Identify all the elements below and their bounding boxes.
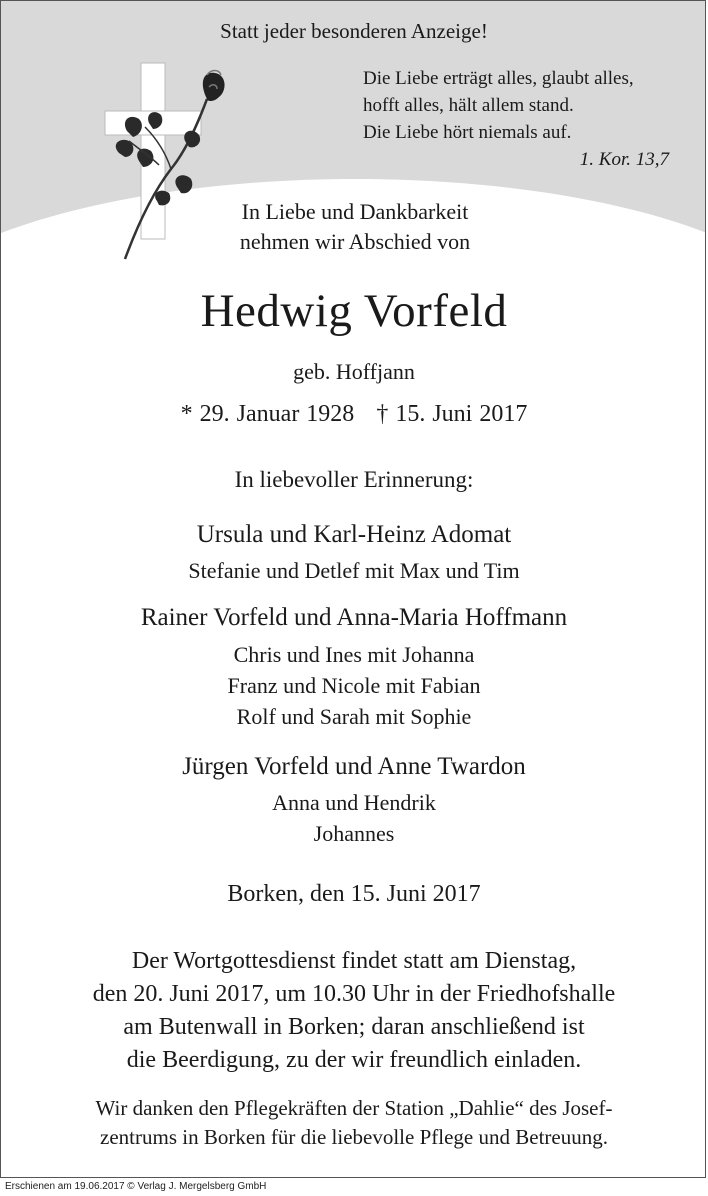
family-main-name: Ursula und Karl-Heinz Adomat — [196, 521, 512, 548]
family-member-line: Anna und Hendrik — [272, 790, 436, 815]
family-main-name: Jürgen Vorfeld und Anne Twardon — [182, 753, 526, 780]
family-member-line: Stefanie und Detlef mit Max und Tim — [188, 558, 520, 583]
life-dates — [1, 401, 706, 428]
bible-quote — [363, 65, 634, 146]
family-member-line: Johannes — [313, 821, 395, 846]
header-title: Statt jeder besonderen Anzeige! — [220, 19, 488, 43]
thanks-line: zentrums in Borken für die liebevolle Pflege und Betreuung. — [100, 1125, 608, 1149]
quote-line: hofft alles, hält allem stand. — [363, 95, 574, 116]
maiden-name: geb. Hoffjann — [293, 359, 415, 384]
service-announcement — [1, 945, 706, 1077]
service-line: Der Wortgottesdienst findet statt am Dienstag, — [131, 948, 577, 974]
quote-reference: 1. Kor. 13,7 — [579, 149, 669, 170]
birth-date: * 29. Januar 1928 — [180, 401, 355, 427]
memory-label: In liebevoller Erinnerung: — [234, 467, 474, 492]
intro-line: In Liebe und Dankbarkeit — [241, 199, 469, 224]
service-line: den 20. Juni 2017, um 10.30 Uhr in der Friedhofshalle — [92, 981, 616, 1007]
family-member-line: Chris und Ines mit Johanna — [233, 642, 475, 667]
place-and-date: Borken, den 15. Juni 2017 — [227, 881, 481, 907]
family-main-name: Rainer Vorfeld und Anna-Maria Hoffmann — [140, 604, 568, 631]
quote-line: Die Liebe hört niemals auf. — [363, 122, 572, 143]
thanks-note — [1, 1094, 706, 1152]
family-member-line: Franz und Nicole mit Fabian — [227, 673, 481, 698]
intro-line: nehmen wir Abschied von — [239, 229, 471, 254]
service-line: am Butenwall in Borken; daran anschließend ist — [123, 1014, 585, 1040]
publication-footer: Erschienen am 19.06.2017 © Verlag J. Mergelsberg GmbH — [5, 1181, 267, 1192]
service-line: die Beerdigung, zu der wir freundlich einladen. — [126, 1047, 582, 1073]
quote-line: Die Liebe erträgt alles, glaubt alles, — [363, 68, 634, 89]
death-date: † 15. Juni 2017 — [376, 401, 528, 427]
intro-text — [1, 197, 706, 257]
family-member-line: Rolf und Sarah mit Sophie — [236, 704, 472, 729]
deceased-name: Hedwig Vorfeld — [200, 285, 508, 337]
thanks-line: Wir danken den Pflegekräften der Station „Dahlie“ des Josef- — [95, 1096, 613, 1120]
